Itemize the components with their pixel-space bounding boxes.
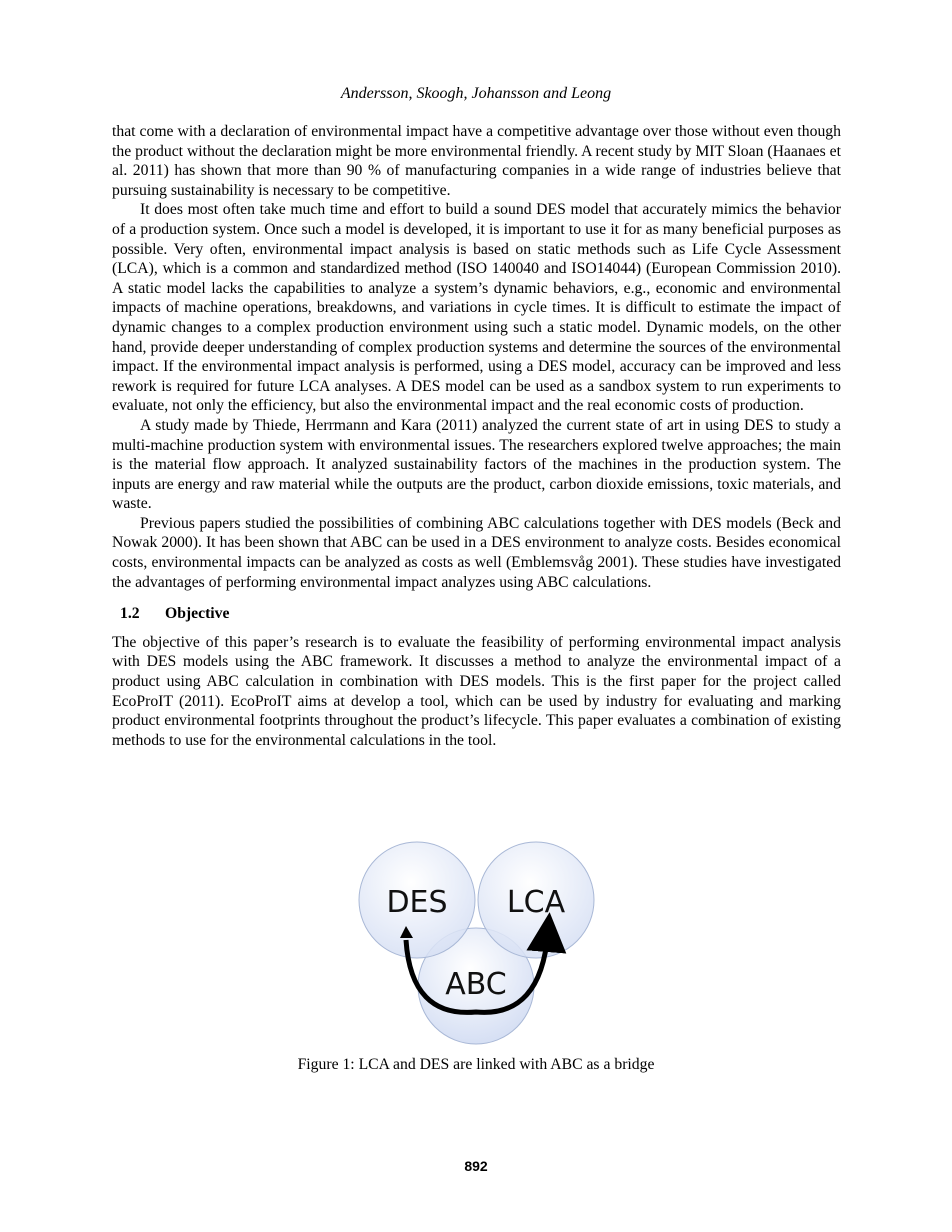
venn-figure bbox=[356, 836, 596, 1048]
paragraph-3: A study made by Thiede, Herrmann and Kara (2011) analyzed the current state of art in using DES to study a multi-machine production system with environmental issues. The researchers explored twelve approaches; the main is the material flow approach. It analyzed sustainability factors of the machines in the production system. The inputs are energy and raw material while the outputs are the product, carbon dioxide emissions, toxic materials, and waste. bbox=[112, 416, 841, 513]
page-number: 892 bbox=[464, 1158, 488, 1174]
body-text bbox=[112, 122, 841, 750]
lca-label: LCA bbox=[506, 885, 566, 920]
des-label: DES bbox=[386, 885, 448, 920]
objective-paragraph: The objective of this paper’s research is to evaluate the feasibility of performing environmental impact analysis with DES models using the ABC framework. It discusses a method to analyze the environmental impact of a product using ABC calculation in combination with DES models. This is the first paper for the project called EcoProIT (2011). EcoProIT aims at develop a tool, which can be used by industry for evaluating and marking product environmental footprints throughout the product’s lifecycle. This paper evaluates a combination of existing methods to use for the environmental calculations in the tool. bbox=[112, 633, 841, 749]
section-number: 1.2 bbox=[120, 605, 140, 623]
venn-diagram bbox=[356, 836, 596, 1048]
paragraph-1: that come with a declaration of environmental impact have a competitive advantage over those without even though the product without the declaration might be more environmental friendly. A recent study by MIT Sloan (Haanaes et al. 2011) has shown that more than 90 % of manufacturing companies in a wide range of industries believe that pursuing sustainability is necessary to be competitive. bbox=[112, 123, 841, 199]
section-heading bbox=[120, 604, 841, 624]
running-head: Andersson, Skoogh, Johansson and Leong bbox=[340, 85, 612, 102]
figure-caption: Figure 1: LCA and DES are linked with ABC as a bridge bbox=[297, 1056, 655, 1073]
abc-label: ABC bbox=[445, 967, 507, 1002]
section-title: Objective bbox=[165, 605, 230, 623]
paragraph-4: Previous papers studied the possibilities of combining ABC calculations together with DES models (Beck and Nowak 2000). It has been shown that ABC can be used in a DES environment to analyze costs. Besides economical costs, environmental impacts can be analyzed as costs as well (Emblemsvåg 2001). These studies have investigated the advantages of performing environmental impact analyzes using ABC calculations. bbox=[112, 514, 841, 591]
paragraph-2: It does most often take much time and effort to build a sound DES model that accurately mimics the behavior of a production system. Once such a model is developed, it is important to use it for as many beneficial purposes as possible. Very often, environmental impact analysis is based on static methods such as Life Cycle Assessment (LCA), which is a common and standardized method (ISO 140040 and ISO14044) (European Commission 2010). A static model lacks the capabilities to analyze a system’s dynamic behaviors, e.g., economic and environmental impacts of machine operations, breakdowns, and variations in cycle times. It is difficult to estimate the impact of dynamic changes to a complex production environment using such a static model. Dynamic models, on the other hand, provide deeper understanding of complex production systems and determine the sources of the environmental impact. If the environmental impact analysis is performed, using a DES model, accuracy can be improved and less rework is required for future LCA analyses. A DES model can be used as a sandbox system to run experiments to evaluate, not only the efficiency, but also the environmental impact and the real economic costs of production. bbox=[112, 201, 841, 415]
